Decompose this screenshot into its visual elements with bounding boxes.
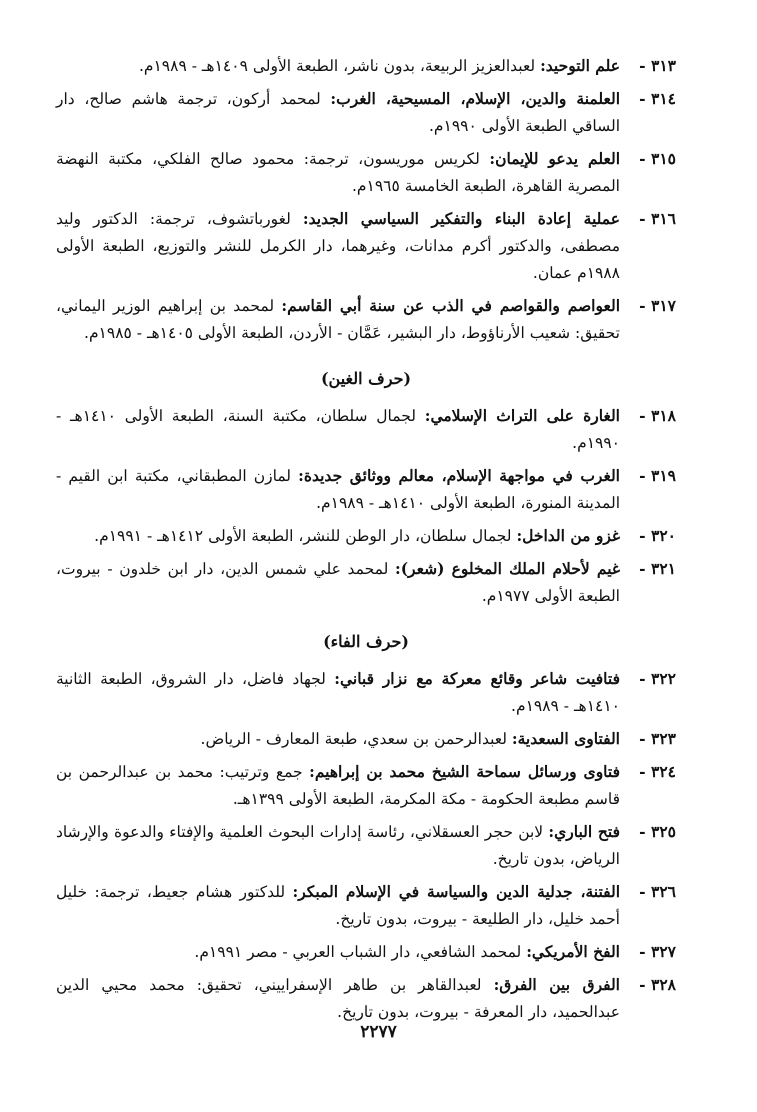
- entry-number: ٣١٦ -: [639, 209, 676, 228]
- entry-body: [56, 725, 620, 753]
- page-number: ٢٢٧٧: [360, 1022, 397, 1042]
- entry-number: ٣٢١ -: [639, 559, 676, 578]
- entry-number: ٣١٤ -: [639, 89, 676, 108]
- entry-title: الفرق بين الفرق:: [493, 975, 620, 994]
- entry: [56, 145, 676, 200]
- entry: [56, 971, 676, 1026]
- entry-number: ٣١٨ -: [639, 406, 676, 425]
- entry: [56, 522, 676, 550]
- entry-text: لعبدالعزيز الربيعة، بدون ناشر، الطبعة الأولى ١٤٠٩هـ - ١٩٨٩م.: [138, 57, 541, 75]
- entry-title: فتافيت شاعر وقائع معركة مع نزار قباني:: [334, 669, 620, 688]
- entry-title: عملية إعادة البناء والتفكير السياسي الجديد:: [302, 209, 620, 228]
- entry-body: [56, 818, 620, 873]
- entry-number: ٣١٩ -: [639, 466, 676, 485]
- bibliography-page: [56, 52, 676, 1031]
- entry-text: للدكتور هشام جعيط، ترجمة: خليل أحمد خليل، دار الطليعة - بيروت، بدون تاريخ.: [56, 883, 620, 928]
- entry-number: ٣٢٨ -: [639, 975, 676, 994]
- entry-text: لغورباتشوف، ترجمة: الدكتور وليد مصطفى، والدكتور أكرم مدانات، وغيرهما، دار الكرمل للنشر والتوزيع، الطبعة الأولى ١٩٨٨م عمان.: [56, 210, 620, 282]
- entry-body: [56, 402, 620, 457]
- entry-text: لمحمد أركون، ترجمة هاشم صالح، دار الساقي الطبعة الأولى ١٩٩٠م.: [56, 90, 620, 135]
- entry: [56, 818, 676, 873]
- entry-title: العلمنة والدين، الإسلام، المسيحية، الغرب:: [330, 89, 621, 108]
- entry-text: لابن حجر العسقلاني، رئاسة إدارات البحوث العلمية والإفتاء والدعوة والإرشاد الرياض، بدون تاريخ.: [56, 823, 620, 868]
- entry-body: [56, 85, 620, 140]
- entry-title: علم التوحيد:: [540, 56, 620, 75]
- entry-body: [56, 462, 620, 517]
- entry: [56, 555, 676, 610]
- entry-title: الفتاوى السعدية:: [511, 729, 620, 748]
- entry-number: ٣٢٤ -: [639, 762, 676, 781]
- entry-title: العلم يدعو للإيمان:: [489, 149, 620, 168]
- entry-number: ٣٢٠ -: [639, 526, 676, 545]
- entry: [56, 758, 676, 813]
- entry-title: الفخ الأمريكي:: [526, 942, 620, 961]
- entries-group-2: [56, 402, 676, 610]
- entry: [56, 665, 676, 720]
- entry-text: لجمال سلطان، دار الوطن للنشر، الطبعة الأولى ١٤١٢هـ - ١٩٩١م.: [94, 527, 517, 545]
- entry-body: [56, 758, 620, 813]
- entry-title: غزو من الداخل:: [516, 526, 620, 545]
- section-heading-ghain: (حرف الغين): [320, 369, 412, 388]
- entry-body: [56, 938, 620, 966]
- entry: [56, 878, 676, 933]
- entry-title: العواصم والقواصم في الذب عن سنة أبي القاسم:: [281, 296, 621, 315]
- entry-title: فتح الباري:: [548, 822, 620, 841]
- entry-text: لمحمد بن إبراهيم الوزير اليماني، تحقيق: شعيب الأرناؤوط، دار البشير، عَمَّان - الأردن، الطبعة الأولى ١٤٠٥هـ - ١٩٨٥م.: [56, 297, 620, 342]
- entry-body: [56, 971, 620, 1026]
- entry-body: [56, 522, 620, 550]
- entry: [56, 938, 676, 966]
- entry: [56, 292, 676, 347]
- entry-text: لجمال سلطان، مكتبة السنة، الطبعة الأولى ١٤١٠هـ - ١٩٩٠م.: [56, 407, 620, 452]
- entry: [56, 725, 676, 753]
- entry: [56, 52, 676, 80]
- entry: [56, 85, 676, 140]
- entry-body: [56, 878, 620, 933]
- entries-group-3: [56, 665, 676, 1026]
- entry-number: ٣٢٣ -: [639, 729, 676, 748]
- entry-number: ٣١٧ -: [639, 296, 676, 315]
- entry: [56, 205, 676, 287]
- entry-title: الفتنة، جدلية الدين والسياسة في الإسلام المبكر:: [292, 882, 620, 901]
- entry-body: [56, 52, 620, 80]
- entry-text: لمحمد الشافعي، دار الشباب العربي - مصر ١٩٩١م.: [194, 943, 527, 961]
- entry-text: لمحمد علي شمس الدين، دار ابن خلدون - بيروت، الطبعة الأولى ١٩٧٧م.: [56, 560, 620, 605]
- section-heading-faa: (حرف الفاء): [323, 632, 409, 651]
- entry-title: غيم لأحلام الملك المخلوع (شعر):: [395, 559, 620, 578]
- entry-body: [56, 665, 620, 720]
- entry-body: [56, 555, 620, 610]
- entry-text: لجهاد فاضل، دار الشروق، الطبعة الثانية ١٤١٠هـ - ١٩٨٩م.: [56, 670, 620, 715]
- entry-body: [56, 292, 620, 347]
- entry-number: ٣٢٦ -: [639, 882, 676, 901]
- entry: [56, 462, 676, 517]
- entry-body: [56, 145, 620, 200]
- entry-title: الغرب في مواجهة الإسلام، معالم ووثائق جديدة:: [298, 466, 620, 485]
- entry-number: ٣١٥ -: [639, 149, 676, 168]
- entries-group-1: [56, 52, 676, 347]
- entry-body: [56, 205, 620, 287]
- entry-text: لمازن المطبقاني، مكتبة ابن القيم - المدينة المنورة، الطبعة الأولى ١٤١٠هـ - ١٩٨٩م.: [56, 467, 620, 512]
- entry-title: فتاوى ورسائل سماحة الشيخ محمد بن إبراهيم:: [309, 762, 620, 781]
- entry-number: ٣١٣ -: [639, 56, 676, 75]
- entry-text: جمع وترتيب: محمد بن عبدالرحمن بن قاسم مطبعة الحكومة - مكة المكرمة، الطبعة الأولى ١٣٩٩هـ.: [56, 763, 620, 808]
- entry-text: لكريس موريسون، ترجمة: محمود صالح الفلكي، مكتبة النهضة المصرية القاهرة، الطبعة الخامسة ١٩٦٥م.: [56, 150, 620, 195]
- entry-number: ٣٢٧ -: [639, 942, 676, 961]
- entry-title: الغارة على التراث الإسلامي:: [424, 406, 620, 425]
- entry-text: لعبدالقاهر بن طاهر الإسفراييني، تحقيق: محمد محيي الدين عبدالحميد، دار المعرفة - بيروت، بدون تاريخ.: [56, 976, 620, 1021]
- entry-number: ٣٢٢ -: [639, 669, 676, 688]
- entry-number: ٣٢٥ -: [639, 822, 676, 841]
- entry-text: لعبدالرحمن بن سعدي، طبعة المعارف - الرياض.: [200, 730, 512, 748]
- entry: [56, 402, 676, 457]
